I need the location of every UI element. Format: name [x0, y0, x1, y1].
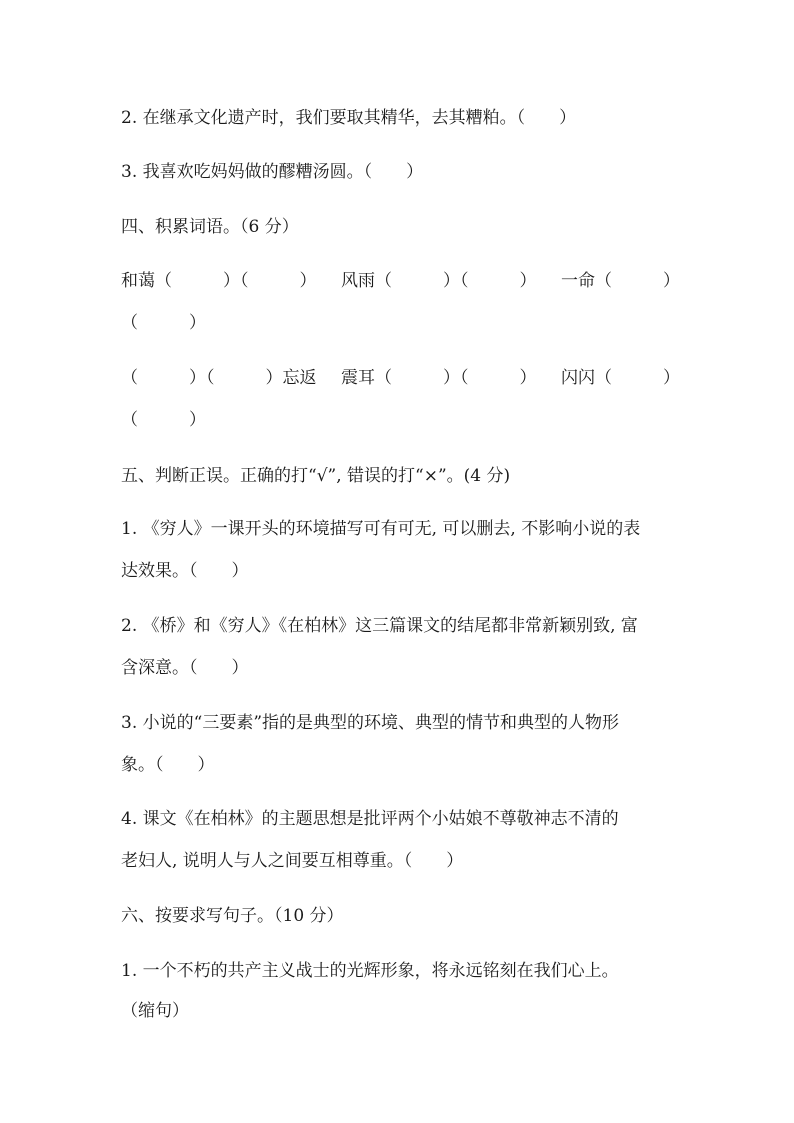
section5-item-1-line1: 1. 《穷人》一课开头的环境描写可有可无, 可以删去, 不影响小说的表 [121, 519, 641, 539]
vocab-row-1 [121, 270, 681, 292]
section3-item-2: 2. 在继承文化遗产时，我们要取其精华，去其糟粕。（ ） [121, 108, 577, 128]
section6-title: 六、按要求写句子。（10 分） [121, 906, 344, 926]
vocab-item-zhener: 震耳（ ）（ ） [341, 368, 537, 388]
vocab-item-heai: 和蔼（ ）（ ） [121, 271, 317, 291]
vocab-item-yiming: 一命（ ） [561, 271, 680, 291]
section6-item-1-line2: （缩句） [121, 1001, 189, 1021]
vocab-item-shanshan: 闪闪（ ） [561, 368, 680, 388]
vocab-row-2-wrap: （ ） [121, 410, 206, 430]
vocab-item-fengyu: 风雨（ ）（ ） [341, 271, 537, 291]
vocab-row-1-wrap: （ ） [121, 313, 206, 333]
section6-item-1-line1: 1. 一个不朽的共产主义战士的光辉形象，将永远铭刻在我们心上。 [121, 961, 619, 981]
section3-item-3: 3. 我喜欢吃妈妈做的醪糟汤圆。（ ） [121, 162, 424, 182]
section5-item-1-line2: 达效果。（ ） [121, 561, 249, 581]
section5-item-2-line2: 含深意。（ ） [121, 658, 249, 678]
vocab-row-2 [121, 367, 681, 389]
vocab-item-wangfan: （ ）（ ）忘返 [121, 368, 317, 388]
section5-item-3-line1: 3. 小说的“三要素”指的是典型的环境、典型的情节和典型的人物形 [121, 713, 620, 733]
section5-item-3-line2: 象。（ ） [121, 755, 215, 775]
section5-item-2-line1: 2. 《桥》和《穷人》《在柏林》这三篇课文的结尾都非常新颖别致, 富 [121, 616, 638, 636]
section5-item-4-line1: 4. 课文《在柏林》的主题思想是批评两个小姑娘不尊敬神志不清的 [121, 809, 619, 829]
section5-title: 五、判断正误。正确的打“√”, 错误的打“×”。(4 分) [121, 466, 511, 486]
section5-item-4-line2: 老妇人, 说明人与人之间要互相尊重。（ ） [121, 851, 464, 871]
section4-title: 四、积累词语。（6 分） [121, 217, 299, 237]
